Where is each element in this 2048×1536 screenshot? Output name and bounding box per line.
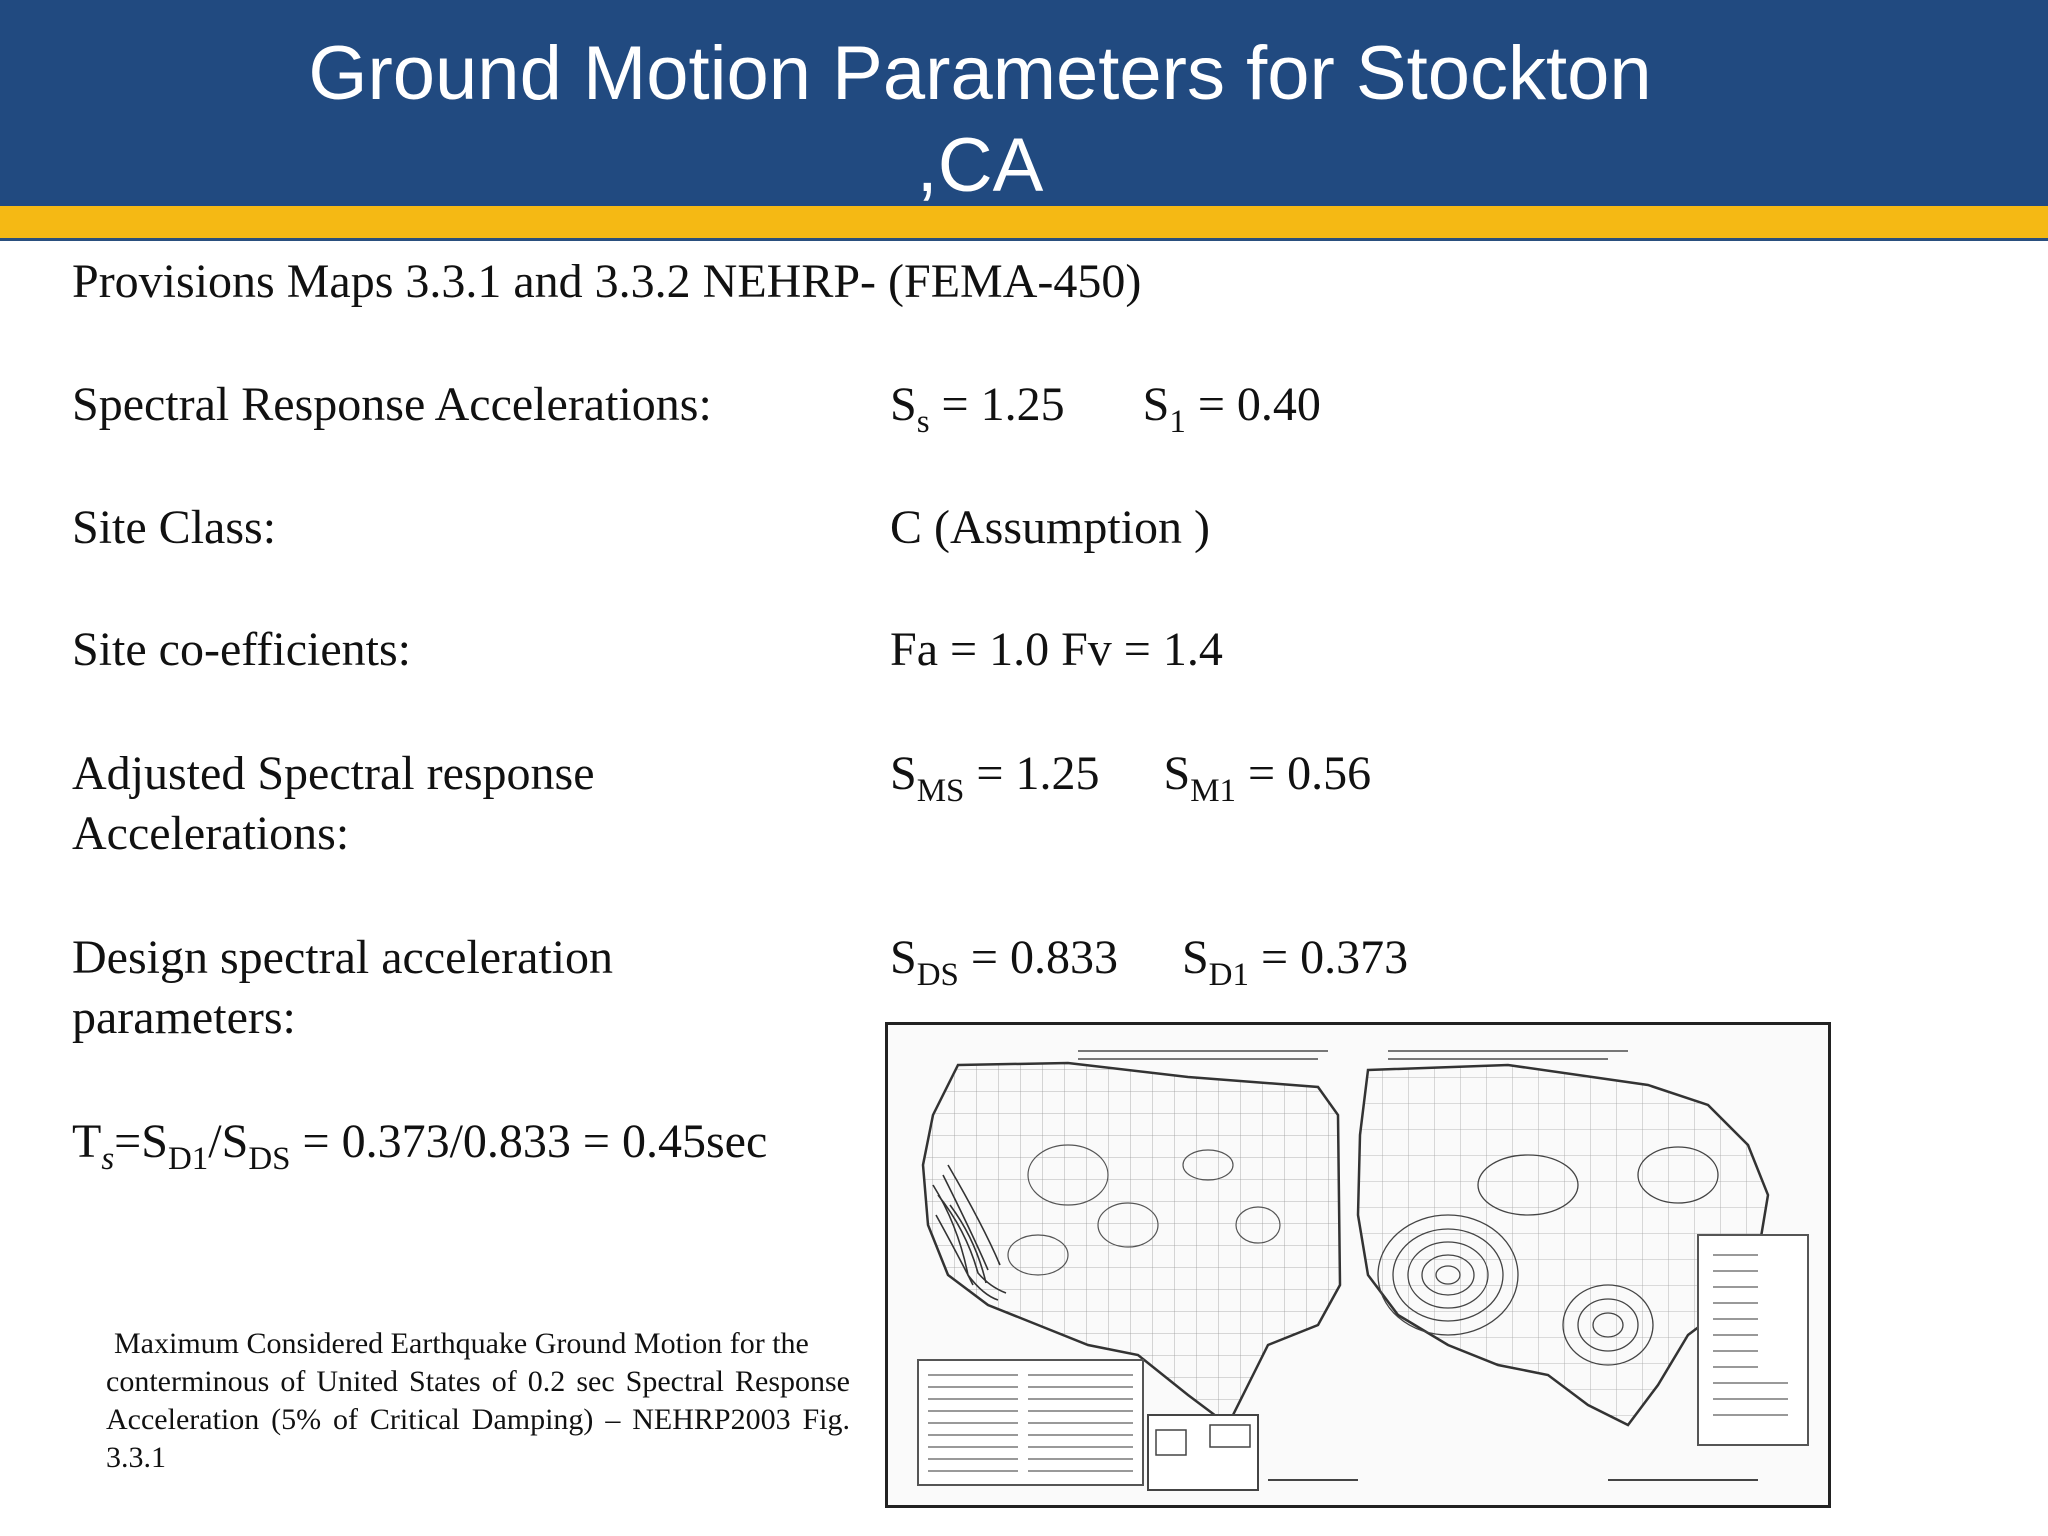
source-reference: Provisions Maps 3.3.1 and 3.3.2 NEHRP- (FEMA-450)	[72, 255, 1142, 308]
caption-rest: conterminous of United States of 0.2 sec Spectral Response Acceleration (5% of Critical Damping) – NEHRP2003 Fig. 3.3.1	[106, 1365, 850, 1474]
map-headers	[1078, 1051, 1628, 1059]
design-label-line1: Design spectral acceleration	[72, 931, 614, 984]
slide-title-line1: Ground Motion Parameters for Stockton	[308, 31, 1652, 116]
inset-map-box	[1148, 1415, 1258, 1490]
seismic-hazard-maps-drawing	[888, 1025, 1828, 1505]
left-legend-box	[918, 1360, 1143, 1485]
right-legend-box	[1698, 1235, 1808, 1445]
figure-caption	[106, 1325, 850, 1477]
site-class-label: Site Class:	[72, 501, 277, 554]
site-coefficients-value: Fa = 1.0 Fv = 1.4	[890, 623, 1223, 676]
adjusted-label-line1: Adjusted Spectral response	[72, 747, 595, 800]
site-class-value: C (Assumption )	[890, 501, 1211, 554]
slide-title-line2: ,CA	[916, 123, 1044, 208]
period-equation: $T_s=S_{D1}/S_{DS} = 0.373/0.833 = 0.45\sec$	[72, 1115, 768, 1177]
slide-title	[180, 28, 1780, 212]
spectral-values: $S_s = 1.25$ $S_1 = 0.40$	[890, 378, 1321, 440]
adjusted-label-line2: Accelerations:	[72, 807, 350, 860]
site-coefficients-label: Site co-efficients:	[72, 623, 411, 676]
caption-line1: Maximum Considered Earthquake Ground Motion for the	[114, 1327, 809, 1360]
accent-rule	[0, 238, 2048, 241]
seismic-hazard-maps-figure	[885, 1022, 1831, 1508]
spectral-label: Spectral Response Accelerations:	[72, 378, 712, 431]
design-values: $S_{DS} = 0.833$ $S_{D1} = 0.373$	[890, 931, 1409, 993]
design-label-line2: parameters:	[72, 991, 296, 1044]
adjusted-values: $S_{MS} = 1.25$ $S_{M1} = 0.56$	[890, 747, 1372, 809]
